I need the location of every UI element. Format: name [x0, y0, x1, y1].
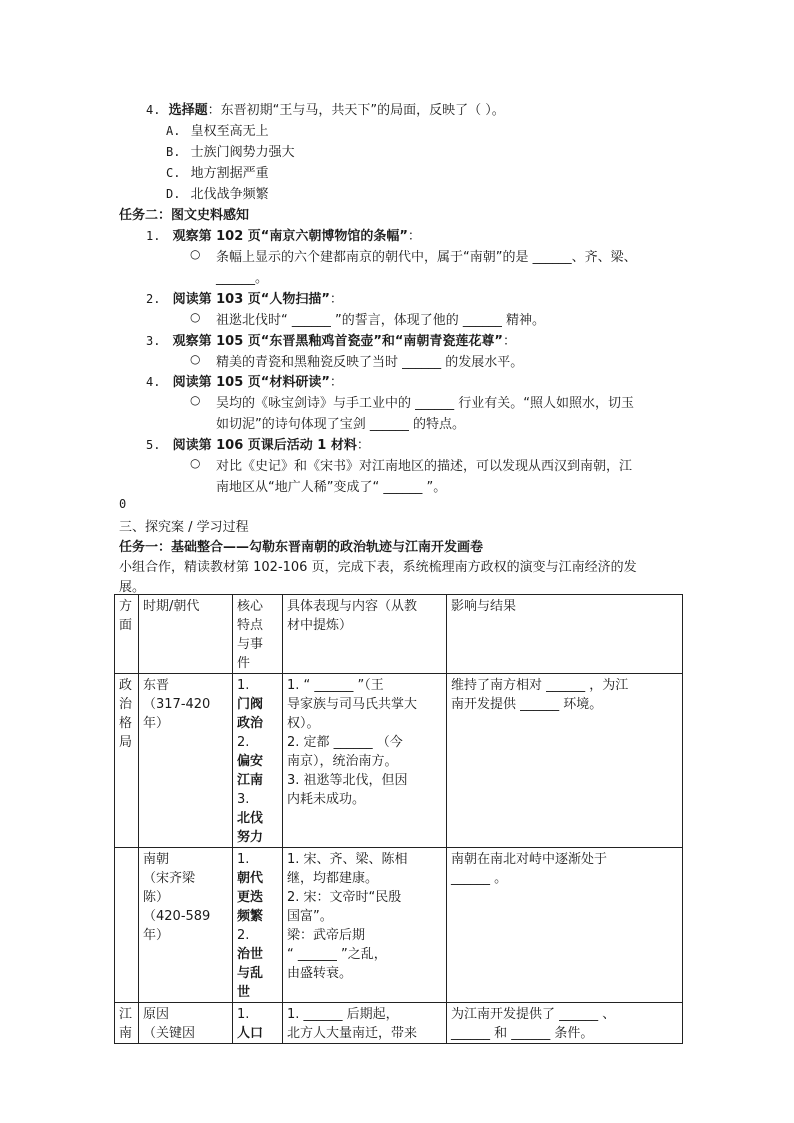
- row-core: [233, 674, 283, 848]
- core-keyword: 北伐: [237, 811, 264, 826]
- row-impact: [447, 674, 683, 848]
- table-row: [115, 848, 683, 1003]
- cell-line: 南开发提供 ______ 环境。: [451, 697, 603, 712]
- cell-line: （宋齐梁: [143, 871, 196, 886]
- cell-line: “ ______ ”之乱，: [287, 947, 387, 962]
- cell-line: ______ 和 ______ 条件。: [451, 1026, 594, 1041]
- q4-option-c: C. 地方割据严重: [166, 166, 269, 181]
- cell-line: 江: [119, 1007, 133, 1022]
- cell-line: 南: [119, 1026, 133, 1041]
- summary-table: [114, 594, 683, 1044]
- task2-item-5-line-1: 对比《史记》和《宋书》对江南地区的描述，可以发现从西汉到南朝，江: [216, 459, 633, 474]
- bullet-dot: ○: [190, 393, 201, 407]
- cell-line: 南朝: [143, 852, 170, 867]
- header-core: [233, 595, 283, 674]
- cell-line: 核心: [237, 599, 264, 614]
- row-core: [233, 1003, 283, 1044]
- cell-line: 国富”。: [287, 909, 333, 924]
- cell-line: 3. 祖逖等北伐，但因: [287, 773, 408, 788]
- row-detail: [283, 674, 447, 848]
- header-detail: [283, 595, 447, 674]
- core-keyword: 朝代: [237, 871, 264, 886]
- core-number: 3.: [237, 792, 250, 807]
- core-number: 2.: [237, 735, 250, 750]
- task2-item-1-line-1: 条幅上显示的六个建都南京的朝代中，属于“南朝”的是 ______、齐、梁、: [216, 250, 637, 265]
- core-keyword: 人口: [237, 1026, 264, 1041]
- cell-line: （420-589: [143, 909, 211, 924]
- cell-line: 方: [119, 599, 133, 614]
- row-core: [233, 848, 283, 1003]
- cell-line: 由盛转衰。: [287, 966, 353, 981]
- q4-label: 选择题: [168, 103, 208, 118]
- header-aspect: [115, 595, 139, 674]
- q4-option-b: B. 士族门阀势力强大: [166, 145, 295, 160]
- core-keyword: 政治: [237, 716, 264, 731]
- task2-item-4-line-1: 吴均的《咏宝剑诗》与手工业中的 ______ 行业有关。“照人如照水，切玉: [216, 396, 634, 411]
- cell-line: 特点: [237, 618, 264, 633]
- cell-line: 具体表现与内容（从教: [287, 599, 418, 614]
- q4-text: ：东晋初期“王与马，共天下”的局面，反映了（ ）。: [207, 103, 505, 118]
- row-detail: [283, 1003, 447, 1044]
- bullet-dot: ○: [190, 456, 201, 470]
- cell-line: 治: [119, 697, 133, 712]
- row-period: [139, 848, 233, 1003]
- task2-item-2-title: 2. 阅读第 103 页“人物扫描”：: [146, 292, 343, 307]
- table-header-row: [115, 595, 683, 674]
- cell-line: 件: [237, 656, 251, 671]
- cell-line: 1. “ ______ ”（王: [287, 678, 384, 693]
- q4-number: 4.: [146, 103, 161, 117]
- task2-item-1-line-2: ______。: [216, 271, 269, 286]
- task2-item-1-title: 1. 观察第 102 页“南京六朝博物馆的条幅”：: [146, 229, 421, 244]
- cell-line: 与事: [237, 637, 264, 652]
- core-number: 1.: [237, 678, 250, 693]
- q4-option-a: A. 皇权至高无上: [166, 124, 269, 139]
- cell-line: 年）: [143, 716, 170, 731]
- cell-line: 2. 定都 ______ （今: [287, 735, 403, 750]
- core-number: 1.: [237, 852, 250, 867]
- bullet-dot: ○: [190, 352, 201, 366]
- core-keyword: 江南: [237, 773, 264, 788]
- bullet-dot: ○: [190, 310, 201, 324]
- task2-item-4-title: 4. 阅读第 105 页“材料研读”：: [146, 375, 343, 390]
- table-row: [115, 1003, 683, 1044]
- row-aspect: [115, 1003, 139, 1044]
- row-period: [139, 1003, 233, 1044]
- cell-line: 面: [119, 618, 133, 633]
- cell-line: （关键因: [143, 1026, 196, 1041]
- table-row: [115, 674, 683, 848]
- section3-intro-line-1: 小组合作，精读教材第 102-106 页，完成下表，系统梳理南方政权的演变与江南经济的发: [119, 560, 637, 575]
- header-impact: 影响与结果: [447, 595, 683, 674]
- cell-line: 局: [119, 735, 133, 750]
- cell-line: 1. ______ 后期起，: [287, 1007, 399, 1022]
- q4-question: [146, 99, 505, 118]
- row-impact: [447, 848, 683, 1003]
- header-period: 时期/朝代: [139, 595, 233, 674]
- cell-line: 维持了南方相对 ______ ，为江: [451, 678, 629, 693]
- task2-item-3-title: 3. 观察第 105 页“东晋黑釉鸡首瓷壶”和“南朝青瓷莲花尊”：: [146, 334, 516, 349]
- core-keyword: 门阀: [237, 697, 264, 712]
- cell-line: 南京），统治南方。: [287, 754, 398, 769]
- cell-line: 材中提炼）: [287, 618, 353, 633]
- core-keyword: 频繁: [237, 909, 264, 924]
- task2-heading: 任务二：图文史料感知: [119, 208, 250, 223]
- task2-item-5-line-2: 南地区从“地广人稀”变成了“ ______ ”。: [216, 480, 447, 495]
- cell-line: 为江南开发提供了 ______ 、: [451, 1007, 616, 1022]
- task2-item-3-line-1: 精美的青瓷和黑釉瓷反映了当时 ______ 的发展水平。: [216, 355, 524, 370]
- row-aspect: [115, 848, 139, 1003]
- core-keyword: 偏安: [237, 754, 264, 769]
- core-keyword: 与乱: [237, 966, 264, 981]
- cell-line: 南朝在南北对峙中逐渐处于: [451, 852, 608, 867]
- section3-heading: 三、探究案 / 学习过程: [119, 520, 249, 535]
- cell-line: 2. 宋：文帝时“民殷: [287, 890, 402, 905]
- cell-line: （317-420: [143, 697, 211, 712]
- cell-line: ______ 。: [451, 871, 508, 886]
- core-keyword: 世: [237, 985, 251, 1000]
- task2-item-5-title: 5. 阅读第 106 页课后活动 1 材料：: [146, 438, 370, 453]
- task2-item-2-line-1: 祖逖北伐时“ ______ ”的誓言，体现了他的 ______ 精神。: [216, 313, 545, 328]
- core-keyword: 更迭: [237, 890, 264, 905]
- core-number: 1.: [237, 1007, 250, 1022]
- cell-line: 格: [119, 716, 133, 731]
- core-number: 2.: [237, 928, 250, 943]
- cell-line: 梁：武帝后期: [287, 928, 366, 943]
- cell-line: 导家族与司马氏共掌大: [287, 697, 418, 712]
- cell-line: 权）。: [287, 716, 320, 731]
- cell-line: 年）: [143, 928, 170, 943]
- cell-line: 原因: [143, 1007, 170, 1022]
- stray-zero: 0: [119, 497, 127, 511]
- cell-line: 内耗未成功。: [287, 792, 366, 807]
- cell-line: 东晋: [143, 678, 170, 693]
- cell-line: 北方人大量南迁，带来: [287, 1026, 418, 1041]
- cell-line: 陈）: [143, 890, 170, 905]
- section3-intro-line-2: 展。: [119, 580, 146, 595]
- cell-line: 1. 宋、齐、梁、陈相: [287, 852, 408, 867]
- cell-line: 继，均都建康。: [287, 871, 379, 886]
- row-impact: [447, 1003, 683, 1044]
- section3-task1: 任务一：基础整合——勾勒东晋南朝的政治轨迹与江南开发画卷: [119, 540, 484, 555]
- core-keyword: 努力: [237, 830, 264, 845]
- row-detail: [283, 848, 447, 1003]
- core-keyword: 治世: [237, 947, 264, 962]
- row-period: [139, 674, 233, 848]
- task2-item-4-line-2: 如切泥”的诗句体现了宝剑 ______ 的特点。: [216, 417, 465, 432]
- q4-option-d: D. 北伐战争频繁: [166, 187, 269, 202]
- row-aspect: [115, 674, 139, 848]
- cell-line: 政: [119, 678, 133, 693]
- bullet-dot: ○: [190, 247, 201, 261]
